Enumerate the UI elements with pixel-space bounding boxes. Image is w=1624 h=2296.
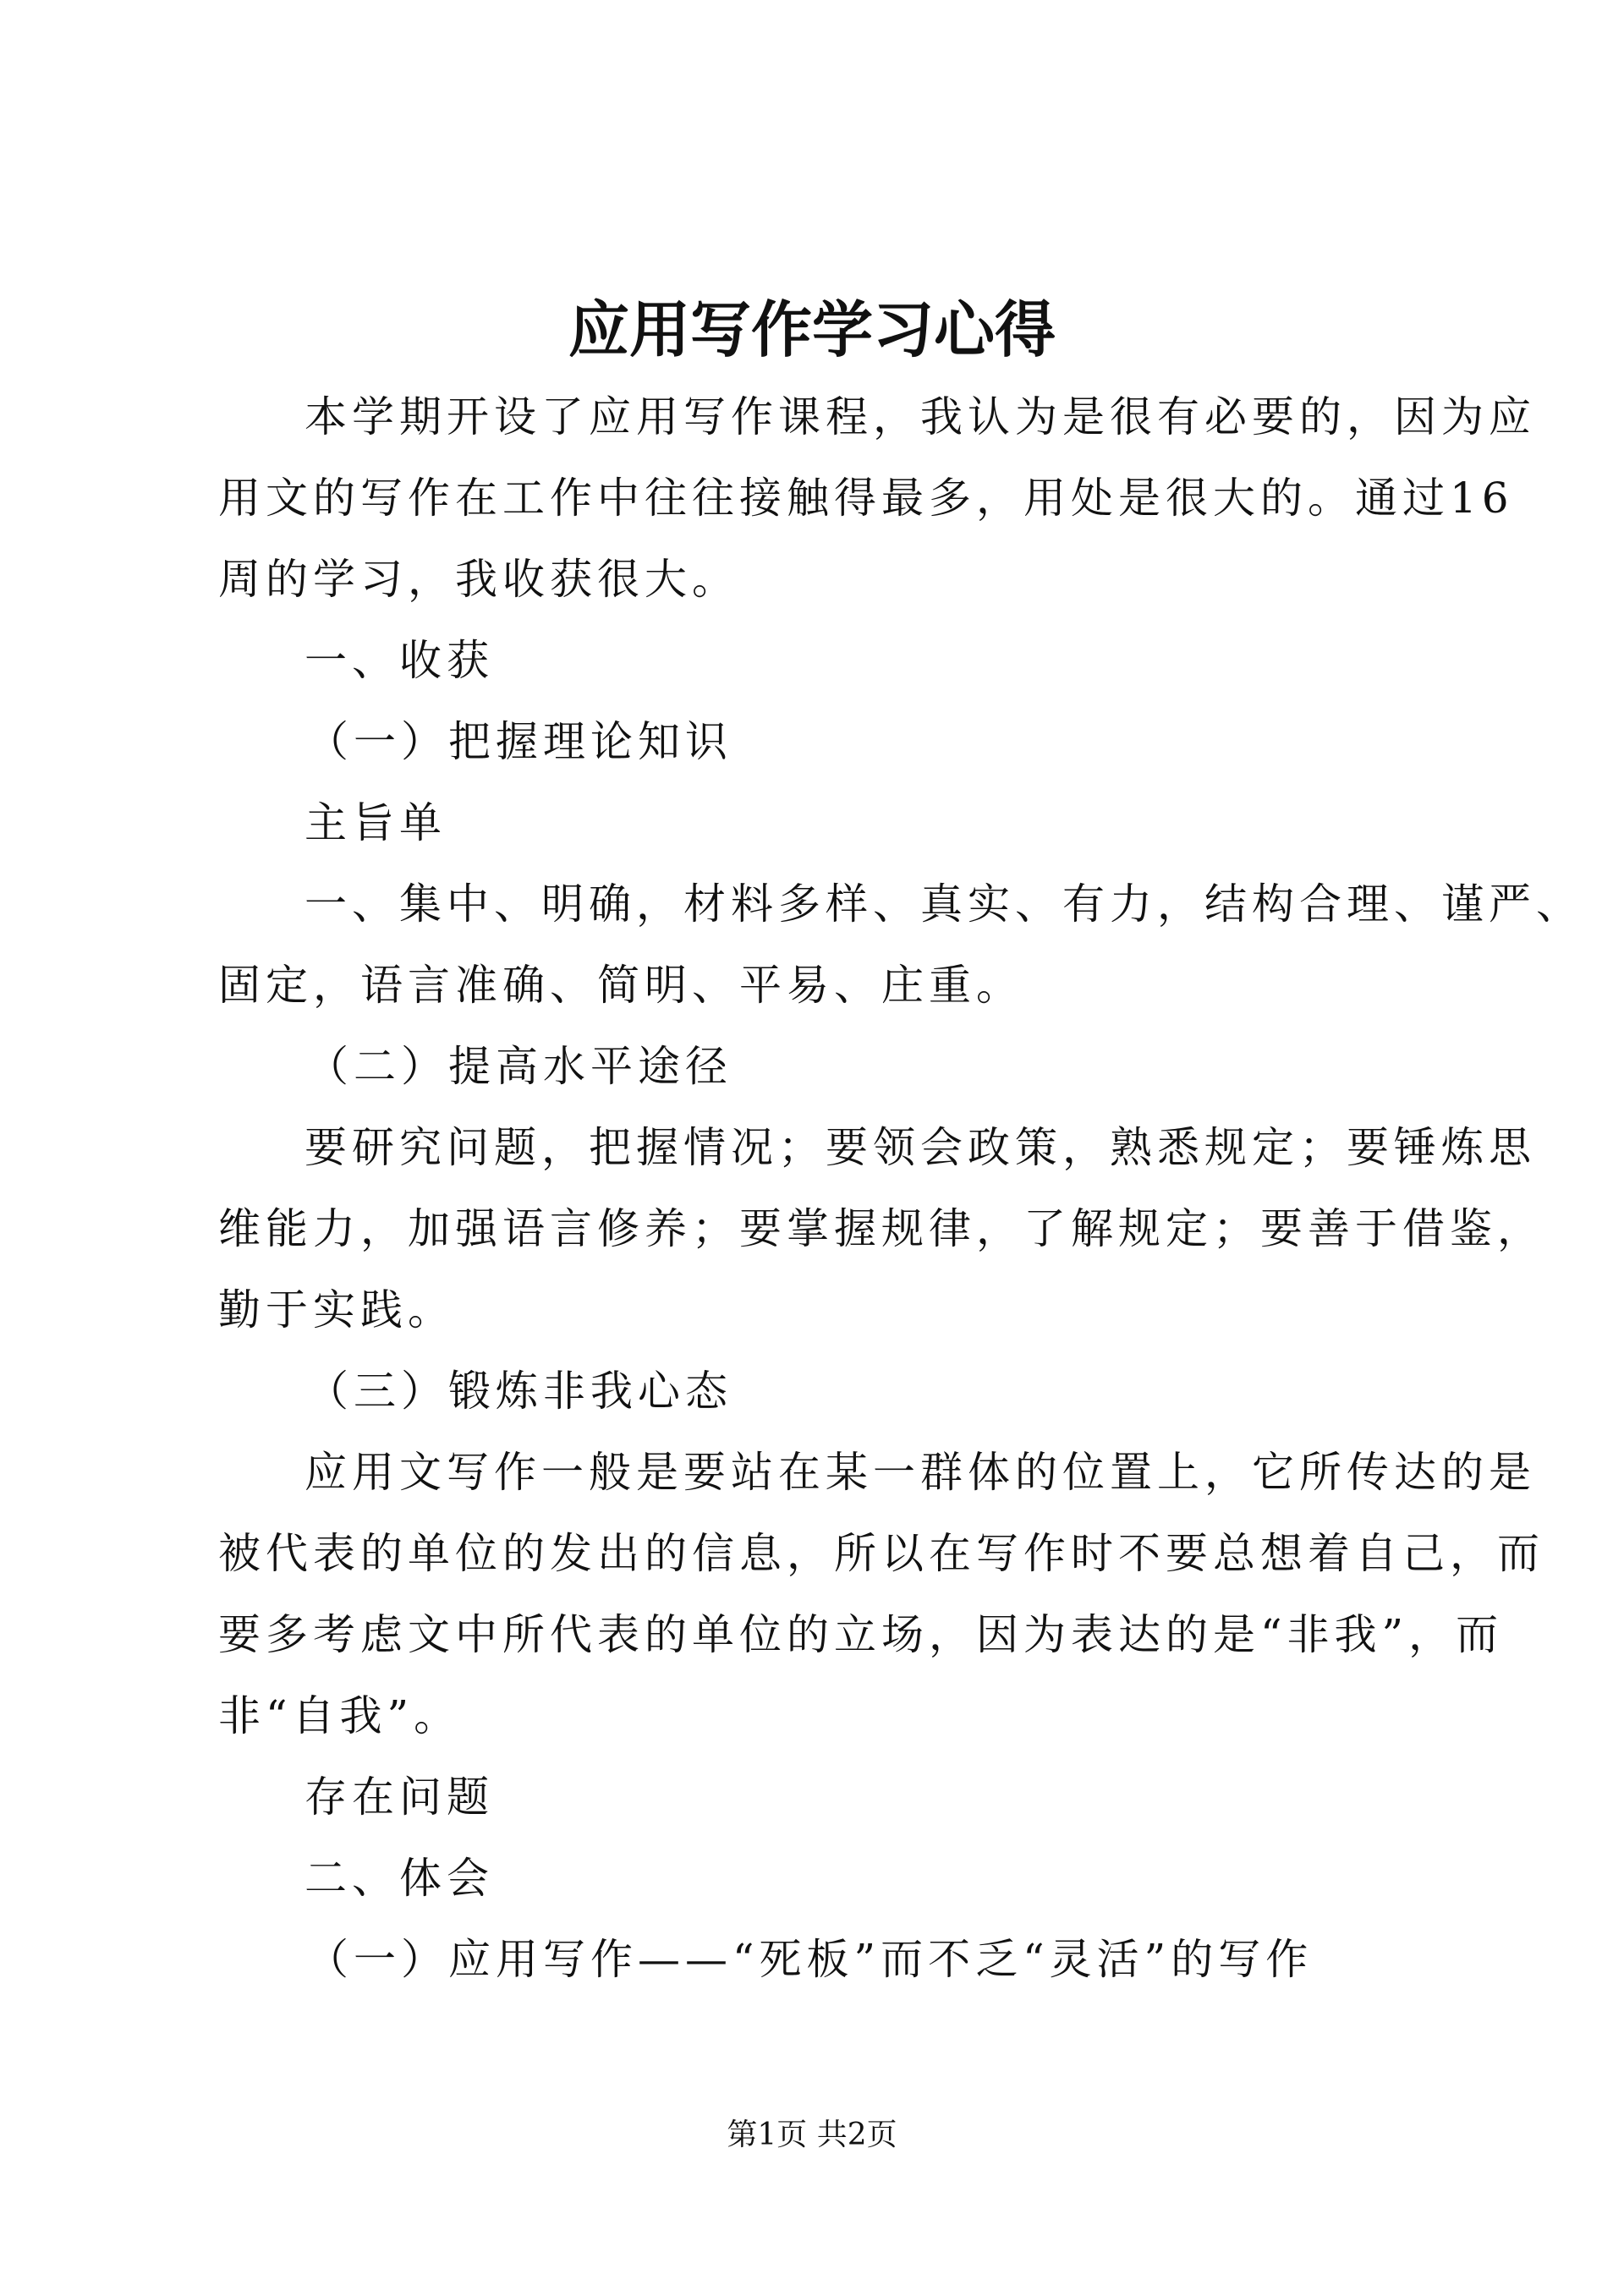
paragraph-line: 非“自我”。 bbox=[218, 1691, 462, 1740]
section-heading: 存在问题 bbox=[304, 1773, 494, 1822]
paragraph-line: 用文的写作在工作中往往接触得最多，用处是很大的。通过16 bbox=[218, 474, 1514, 523]
paragraph-line: 勤于实践。 bbox=[218, 1285, 455, 1334]
paragraph-line: 周的学习，我收获很大。 bbox=[218, 555, 739, 604]
paragraph-line: 主旨单 bbox=[304, 798, 447, 847]
paragraph-line: 应用文写作一般是要站在某一群体的位置上，它所传达的是 bbox=[304, 1448, 1536, 1497]
paragraph-line: 本学期开设了应用写作课程，我认为是很有必要的，因为应 bbox=[304, 392, 1536, 441]
paragraph-line: 维能力，加强语言修养；要掌握规律，了解规定；要善于借鉴， bbox=[218, 1204, 1544, 1253]
paragraph-line: 固定，语言准确、简明、平易、庄重。 bbox=[218, 961, 1023, 1010]
subsection-heading: （一）把握理论知识 bbox=[306, 717, 732, 766]
paragraph-line: 要研究问题，把握情况；要领会政策，熟悉规定；要锤炼思 bbox=[304, 1123, 1536, 1172]
section-heading: 二、体会 bbox=[304, 1854, 494, 1903]
subsection-heading: （二）提高水平途径 bbox=[306, 1042, 732, 1091]
subsection-heading: （一）应用写作——“死板”而不乏“灵活”的写作 bbox=[306, 1935, 1314, 1984]
paragraph-line: 被代表的单位的发出的信息，所以在写作时不要总想着自己，而 bbox=[218, 1529, 1544, 1578]
document-title: 应用写作学习心得 bbox=[568, 293, 1056, 365]
paragraph-line: 要多考虑文中所代表的单位的立场，因为表达的是“非我”，而 bbox=[218, 1610, 1504, 1659]
section-heading: 一、收获 bbox=[304, 636, 494, 685]
subsection-heading: （三）锻炼非我心态 bbox=[306, 1367, 732, 1416]
paragraph-line: 一、集中、明确，材料多样、真实、有力，结构合理、谨严、 bbox=[304, 879, 1583, 929]
page-number: 第1页 共2页 bbox=[727, 2118, 897, 2152]
